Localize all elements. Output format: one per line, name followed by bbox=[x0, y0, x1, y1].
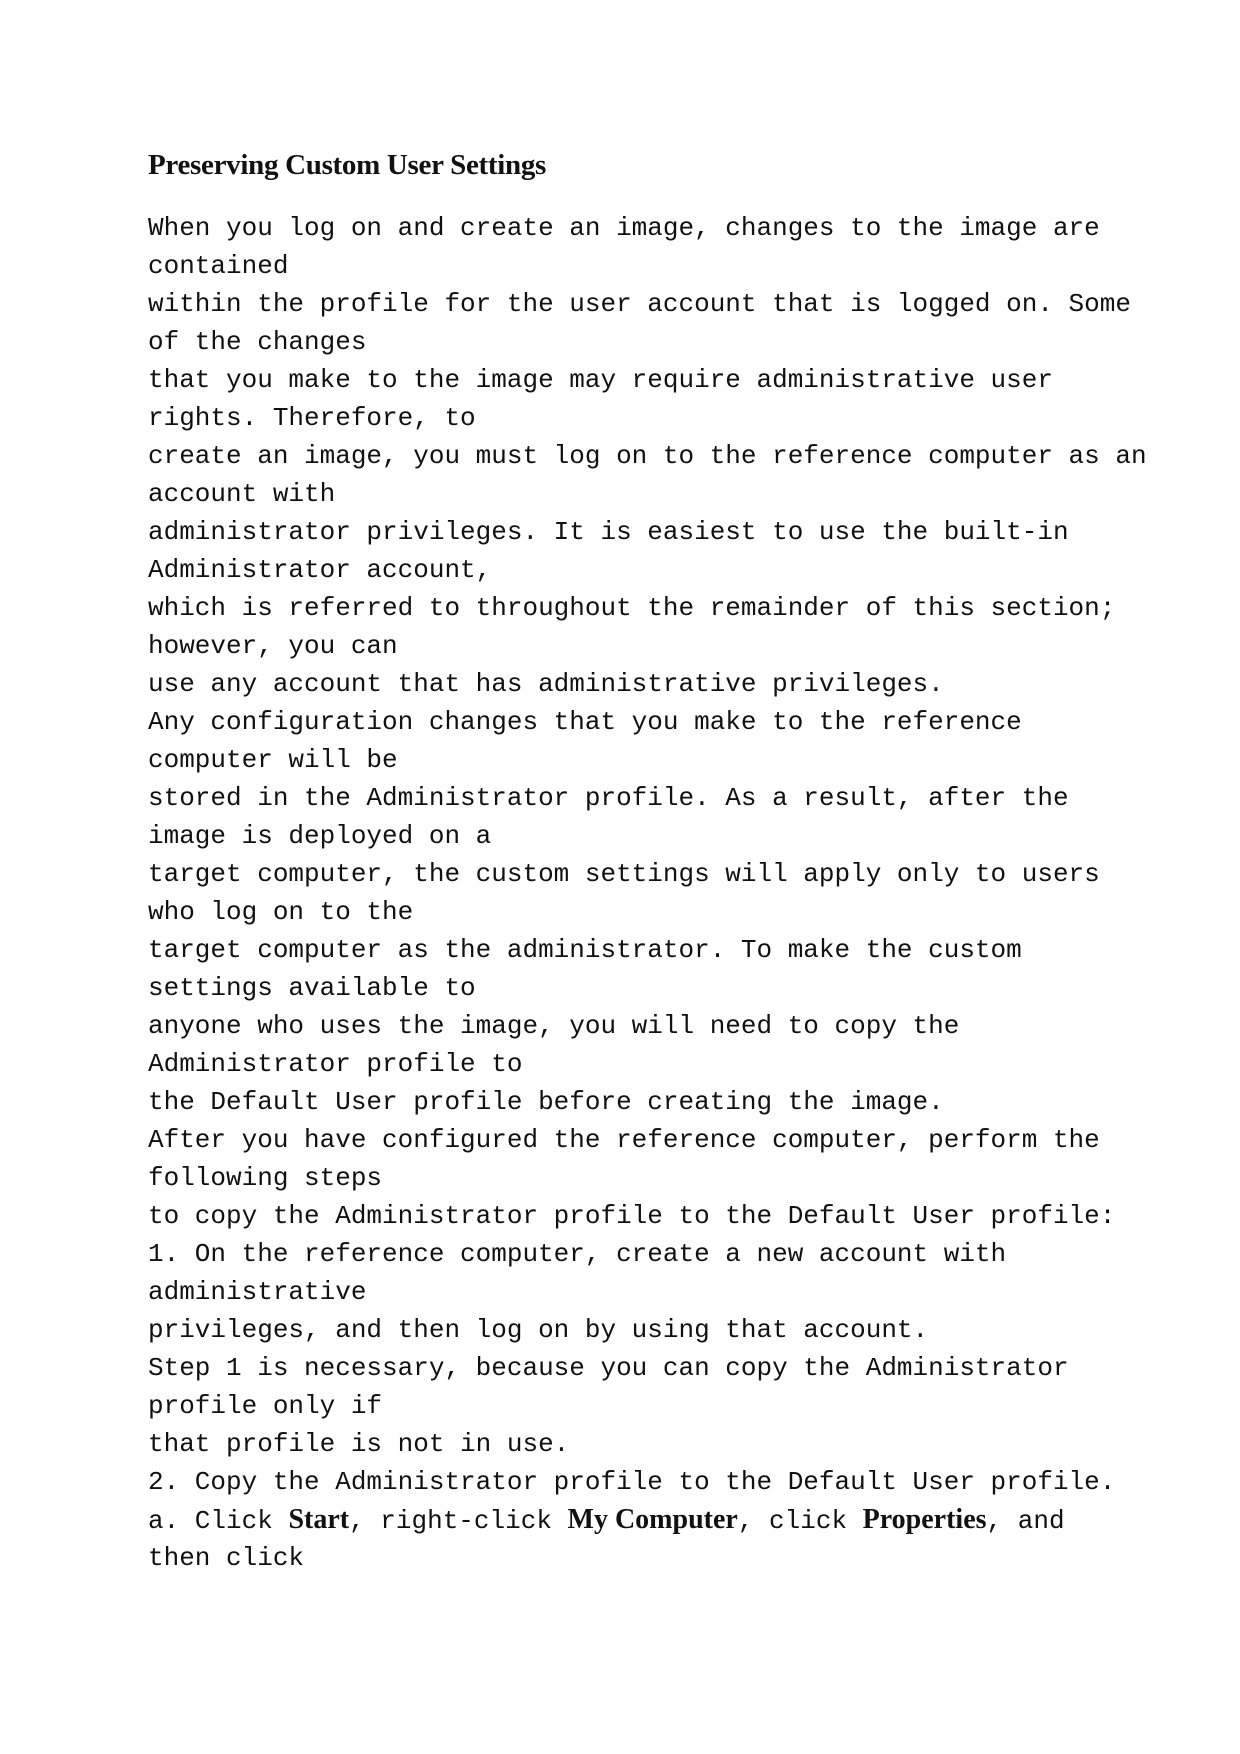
text-line: who log on to the bbox=[148, 897, 414, 927]
text-line: stored in the Administrator profile. As a result, after the bbox=[148, 783, 1069, 813]
text-line: target computer as the administrator. To make the custom bbox=[148, 935, 1022, 965]
step-a-suffix: , and bbox=[986, 1506, 1065, 1536]
text-line: 1. On the reference computer, create a new account with bbox=[148, 1239, 1007, 1269]
start-term: Start bbox=[288, 1504, 350, 1535]
text-line: the Default User profile before creating the image. bbox=[148, 1087, 944, 1117]
text-line: Administrator account, bbox=[148, 555, 492, 585]
text-line: that profile is not in use. bbox=[148, 1429, 570, 1459]
text-line: use any account that has administrative privileges. bbox=[148, 669, 944, 699]
step-a-prefix: a. Click bbox=[148, 1506, 289, 1536]
text-line: however, you can bbox=[148, 631, 398, 661]
document-body bbox=[148, 209, 1148, 1577]
text-line: After you have configured the reference computer, perform the bbox=[148, 1125, 1100, 1155]
text-line: Step 1 is necessary, because you can copy the Administrator bbox=[148, 1353, 1069, 1383]
text-line: computer will be bbox=[148, 745, 398, 775]
properties-term: Properties bbox=[862, 1504, 987, 1535]
step-a-separator: , right-click bbox=[349, 1506, 568, 1536]
text-line: Any configuration changes that you make to the reference bbox=[148, 707, 1022, 737]
text-line: account with bbox=[148, 479, 336, 509]
text-line: image is deployed on a bbox=[148, 821, 492, 851]
step-a-line bbox=[148, 1501, 1148, 1539]
text-line: contained bbox=[148, 251, 289, 281]
text-line: Administrator profile to bbox=[148, 1049, 523, 1079]
text-line: target computer, the custom settings will apply only to users bbox=[148, 859, 1100, 889]
text-line: administrative bbox=[148, 1277, 367, 1307]
text-line: that you make to the image may require administrative user bbox=[148, 365, 1053, 395]
text-line: 2. Copy the Administrator profile to the Default User profile. bbox=[148, 1467, 1116, 1497]
text-line: privileges, and then log on by using that account. bbox=[148, 1315, 929, 1345]
text-line: of the changes bbox=[148, 327, 367, 357]
text-line: administrator privileges. It is easiest to use the built-in bbox=[148, 517, 1069, 547]
text-line: then click bbox=[148, 1543, 305, 1573]
document-title: Preserving Custom User Settings bbox=[148, 149, 547, 181]
step-a-separator: , click bbox=[737, 1506, 863, 1536]
text-line: following steps bbox=[148, 1163, 383, 1193]
text-line: to copy the Administrator profile to the Default User profile: bbox=[148, 1201, 1116, 1231]
text-line: anyone who uses the image, you will need to copy the bbox=[148, 1011, 960, 1041]
text-line: rights. Therefore, to bbox=[148, 403, 476, 433]
text-line: which is referred to throughout the remainder of this section; bbox=[148, 593, 1116, 623]
text-line: When you log on and create an image, changes to the image are bbox=[148, 213, 1100, 243]
text-line: profile only if bbox=[148, 1391, 383, 1421]
text-line: settings available to bbox=[148, 973, 476, 1003]
my-computer-term: My Computer bbox=[567, 1504, 738, 1535]
text-line: within the profile for the user account that is logged on. Some bbox=[148, 289, 1131, 319]
text-line: create an image, you must log on to the reference computer as an bbox=[148, 441, 1147, 471]
